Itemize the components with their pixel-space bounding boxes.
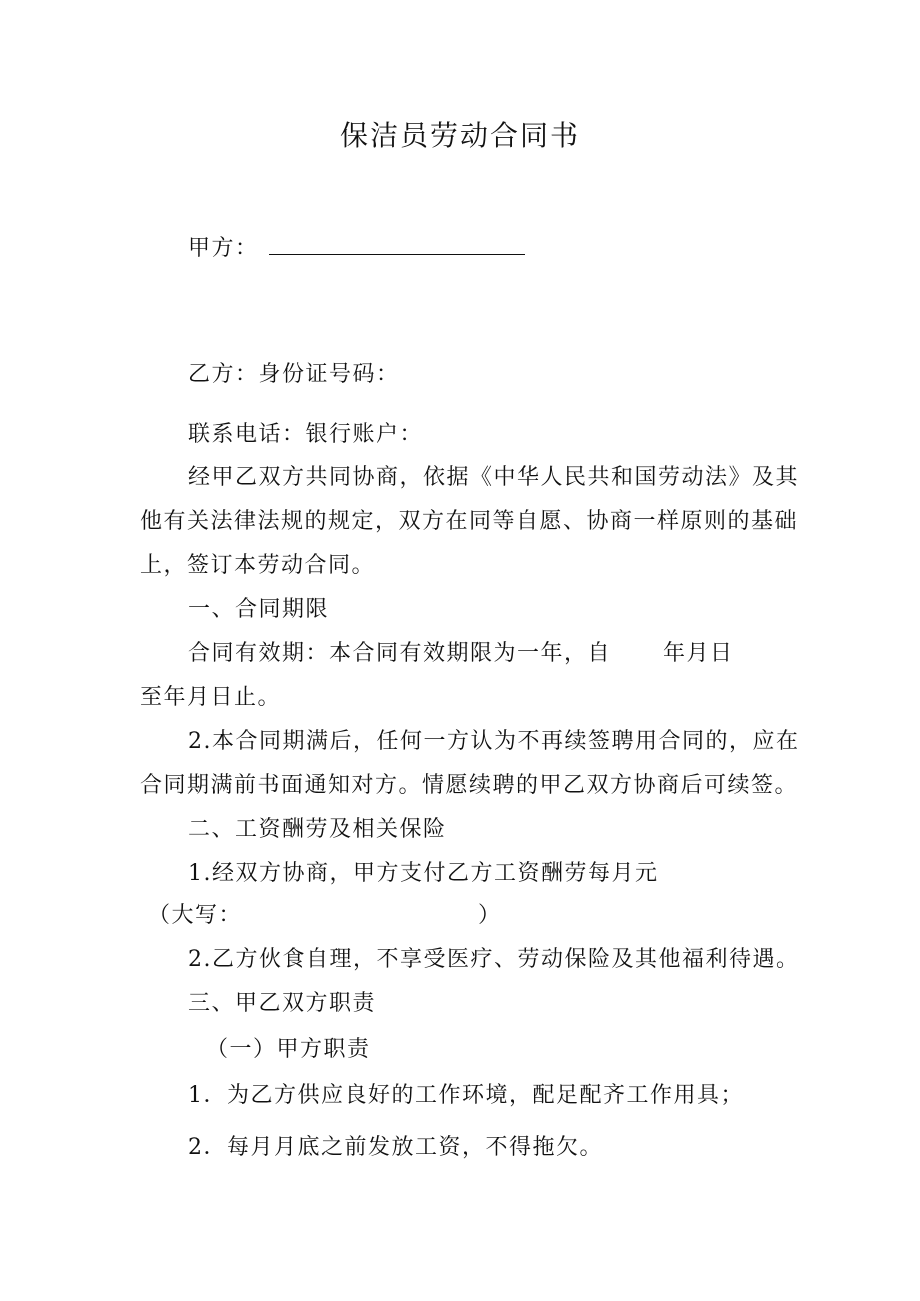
party-a-blank <box>269 234 525 255</box>
section3-item2: 2．每月月底之前发放工资，不得拖欠。 <box>188 1135 603 1160</box>
capital-open: （大写： <box>148 903 243 928</box>
intro-line-2: 他有关法律法规的规定，双方在同等自愿、协商一样原则的基础 <box>140 509 799 534</box>
party-b-line: 乙方：身份证号码： <box>188 362 400 387</box>
section1-heading: 一、合同期限 <box>188 597 330 622</box>
section1-item2-line-2: 合同期满前书面通知对方。情愿续聘的甲乙双方协商后可续签。 <box>140 773 799 798</box>
term-left: 合同有效期：本合同有效期限为一年，自 <box>188 641 612 666</box>
document-title: 保洁员劳动合同书 <box>339 119 580 152</box>
section3-sub-heading: （一）甲方职责 <box>206 1037 371 1062</box>
section2-item1: 1.经双方协商，甲方支付乙方工资酬劳每月元 <box>188 861 659 886</box>
section2-item2: 2.乙方伙食自理，不享受医疗、劳动保险及其他福利待遇。 <box>188 947 800 972</box>
intro-line-1: 经甲乙双方共同协商，依据《中华人民共和国劳动法》及其 <box>188 465 800 490</box>
party-a-line <box>188 234 525 264</box>
party-a-label: 甲方： <box>188 236 259 261</box>
section3-heading: 三、甲乙双方职责 <box>188 991 377 1016</box>
capital-close: ） <box>478 903 502 928</box>
term-end-line: 至年月日止。 <box>140 685 282 710</box>
term-right: 年月日 <box>663 641 734 666</box>
section2-heading: 二、工资酬劳及相关保险 <box>188 817 447 842</box>
section1-item2-line-1: 2.本合同期满后，任何一方认为不再续签聘用合同的，应在 <box>188 729 800 754</box>
capital-amount-line <box>148 901 502 931</box>
contact-line: 联系电话：银行账户： <box>188 422 424 447</box>
section3-item1: 1．为乙方供应良好的工作环境，配足配齐工作用具； <box>188 1083 744 1108</box>
intro-line-3: 上，签订本劳动合同。 <box>140 553 376 578</box>
term-line <box>188 639 734 669</box>
